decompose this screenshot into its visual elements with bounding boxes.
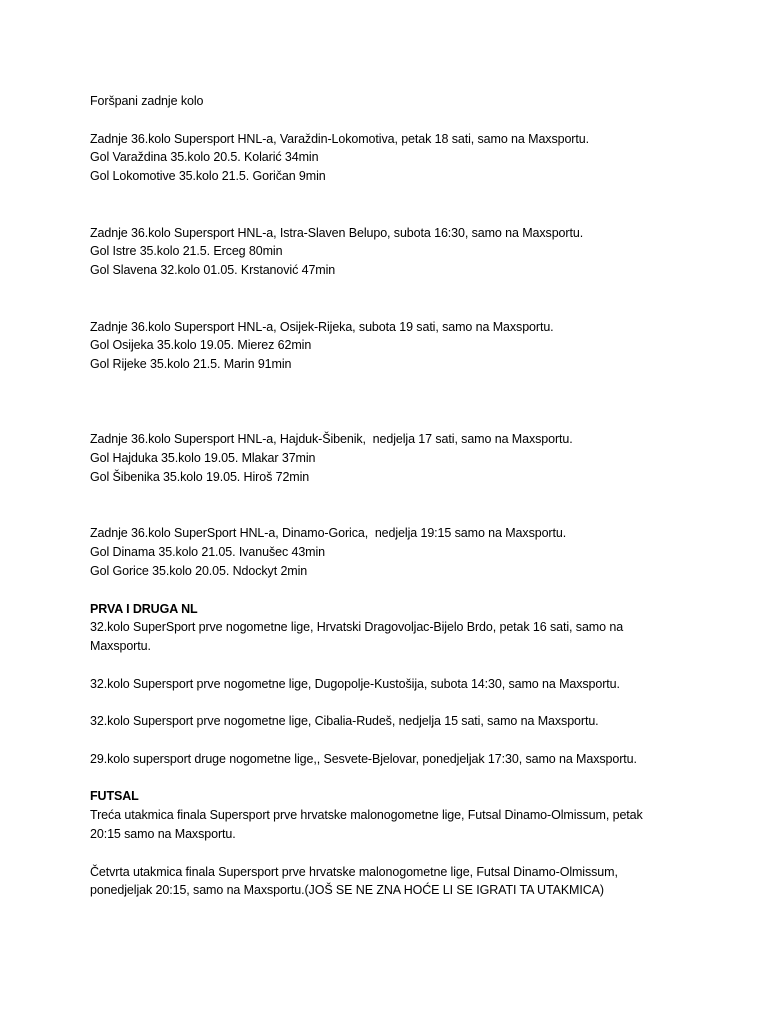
schedule-item: 32.kolo Supersport prve nogometne lige, Dugopolje-Kustošija, subota 14:30, samo na Maxsportu.: [90, 676, 620, 691]
schedule-item-continued: Maxsportu.: [90, 639, 151, 654]
goal-away: Gol Šibenika 35.kolo 19.05. Hiroš 72min: [90, 469, 310, 484]
match-block-osijek-rijeka: [90, 318, 710, 374]
schedule-item: 32.kolo SuperSport prve nogometne lige, Hrvatski Dragovoljac-Bijelo Brdo, petak 16 sati, samo na: [90, 620, 624, 635]
spacer: [90, 581, 710, 600]
goal-home: Gol Dinama 35.kolo 21.05. Ivanušec 43min: [90, 545, 326, 560]
goal-away: Gol Lokomotive 35.kolo 21.5. Goričan 9min: [90, 169, 326, 184]
spacer: [90, 374, 710, 430]
section-heading: FUTSAL: [90, 789, 139, 804]
match-block-hajduk-sibenik: [90, 430, 710, 486]
spacer: [90, 111, 710, 130]
match-block-dinamo-gorica: [90, 524, 710, 580]
section-heading: PRVA I DRUGA NL: [90, 601, 198, 616]
goal-away: Gol Slavena 32.kolo 01.05. Krstanović 47min: [90, 263, 336, 278]
spacer: [90, 844, 710, 863]
match-title: Zadnje 36.kolo Supersport HNL-a, Varaždin-Lokomotiva, petak 18 sati, samo na Maxsportu.: [90, 131, 589, 146]
goal-home: Gol Istre 35.kolo 21.5. Erceg 80min: [90, 244, 283, 259]
match-title: Zadnje 36.kolo Supersport HNL-a, Hajduk-Šibenik, nedjelja 17 sati, samo na Maxsportu.: [90, 432, 573, 447]
spacer: [90, 487, 710, 525]
section-futsal: [90, 787, 710, 900]
goal-away: Gol Gorice 35.kolo 20.05. Ndockyt 2min: [90, 563, 308, 578]
spacer: [90, 656, 710, 675]
schedule-item-continued: ponedjeljak 20:15, samo na Maxsportu.(JOŠ SE NE ZNA HOĆE LI SE IGRATI TA UTAKMICA): [90, 883, 604, 898]
goal-home: Gol Hajduka 35.kolo 19.05. Mlakar 37min: [90, 451, 316, 466]
schedule-item: Treća utakmica finala Supersport prve hrvatske malonogometne lige, Futsal Dinamo-Olmissum, petak: [90, 808, 643, 823]
match-title: Zadnje 36.kolo Supersport HNL-a, Osijek-Rijeka, subota 19 sati, samo na Maxsportu.: [90, 319, 554, 334]
schedule-item-continued: 20:15 samo na Maxsportu.: [90, 827, 236, 842]
match-title: Zadnje 36.kolo SuperSport HNL-a, Dinamo-Gorica, nedjelja 19:15 samo na Maxsportu.: [90, 526, 567, 541]
goal-away: Gol Rijeke 35.kolo 21.5. Marin 91min: [90, 357, 292, 372]
goal-home: Gol Varaždina 35.kolo 20.5. Kolarić 34min: [90, 150, 319, 165]
match-block-istra-slaven: [90, 224, 710, 280]
spacer: [90, 280, 710, 318]
spacer: [90, 731, 710, 750]
document-page: [90, 92, 710, 900]
spacer: [90, 769, 710, 788]
spacer: [90, 186, 710, 224]
match-block-varazdin-lokomotiva: [90, 130, 710, 186]
schedule-item: 29.kolo supersport druge nogometne lige,, Sesvete-Bjelovar, ponedjeljak 17:30, samo na Maxsportu.: [90, 751, 637, 766]
goal-home: Gol Osijeka 35.kolo 19.05. Mierez 62min: [90, 338, 312, 353]
schedule-item: Četvrta utakmica finala Supersport prve hrvatske malonogometne lige, Futsal Dinamo-Olmissum,: [90, 864, 618, 879]
match-title: Zadnje 36.kolo Supersport HNL-a, Istra-Slaven Belupo, subota 16:30, samo na Maxsportu.: [90, 225, 584, 240]
spacer: [90, 694, 710, 713]
schedule-item: 32.kolo Supersport prve nogometne lige, Cibalia-Rudeš, nedjelja 15 sati, samo na Maxsportu.: [90, 714, 599, 729]
document-heading: Foršpani zadnje kolo: [90, 94, 204, 108]
section-prva-druga-nl: [90, 600, 710, 769]
